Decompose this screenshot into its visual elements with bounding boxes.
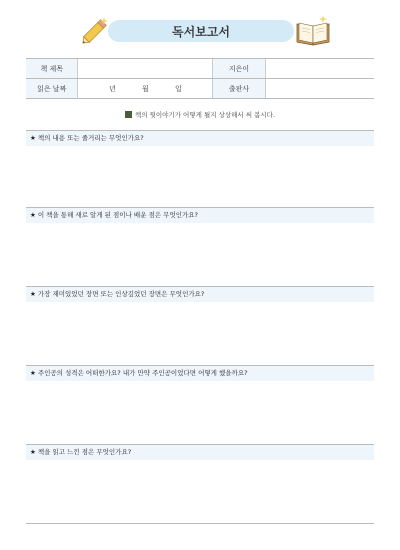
star-icon: ★ xyxy=(30,211,36,219)
question-section-4 xyxy=(26,365,374,381)
question-section-2 xyxy=(26,207,374,223)
author-field[interactable] xyxy=(265,59,374,79)
date-year-label: 년 xyxy=(108,84,116,93)
question-header xyxy=(26,365,374,381)
question-text: 책을 읽고 느낀 점은 무엇인가요? xyxy=(37,448,132,456)
question-header xyxy=(26,130,374,146)
book-title-label: 책 제목 xyxy=(26,59,78,79)
instruction-line xyxy=(0,110,400,119)
page-title: 독서보고서 xyxy=(172,25,230,39)
publisher-field[interactable] xyxy=(265,79,374,99)
title-banner xyxy=(108,20,294,42)
pencil-icon xyxy=(78,14,112,48)
author-label: 지은이 xyxy=(213,59,265,79)
star-icon: ★ xyxy=(30,134,36,142)
answer-area-1[interactable] xyxy=(26,146,374,206)
bookmark-icon xyxy=(125,111,132,118)
question-text: 책의 내용 또는 줄거리는 무엇인가요? xyxy=(37,134,144,142)
star-icon: ★ xyxy=(30,290,36,298)
date-month-label: 월 xyxy=(141,84,149,93)
date-day-label: 일 xyxy=(174,84,182,93)
answer-area-3[interactable] xyxy=(26,302,374,364)
question-header xyxy=(26,207,374,223)
read-date-field[interactable] xyxy=(78,79,213,99)
question-text: 이 책을 통해 새로 알게 된 점이나 배운 점은 무엇인가요? xyxy=(37,211,199,219)
answer-area-5[interactable] xyxy=(26,460,374,522)
bottom-divider xyxy=(26,523,374,524)
book-icon xyxy=(293,14,333,48)
question-section-3 xyxy=(26,286,374,302)
book-info-table xyxy=(26,58,374,99)
star-icon: ★ xyxy=(30,369,36,377)
book-title-field[interactable] xyxy=(78,59,213,79)
publisher-label: 출판사 xyxy=(213,79,265,99)
question-section-5 xyxy=(26,444,374,460)
question-header xyxy=(26,286,374,302)
question-header xyxy=(26,444,374,460)
answer-area-4[interactable] xyxy=(26,381,374,443)
star-icon: ★ xyxy=(30,448,36,456)
question-section-1 xyxy=(26,130,374,146)
read-date-label: 읽은 날짜 xyxy=(26,79,78,99)
answer-area-2[interactable] xyxy=(26,223,374,285)
question-text: 주인공의 성격은 어떠한가요? 내가 만약 주인공이었다면 어떻게 했을까요? xyxy=(37,369,248,377)
instruction-text: 책의 뒷이야기가 어떻게 될지 상상해서 써 봅시다. xyxy=(134,111,276,119)
question-text: 가장 재미있었던 장면 또는 인상깊었던 장면은 무엇인가요? xyxy=(37,290,205,298)
